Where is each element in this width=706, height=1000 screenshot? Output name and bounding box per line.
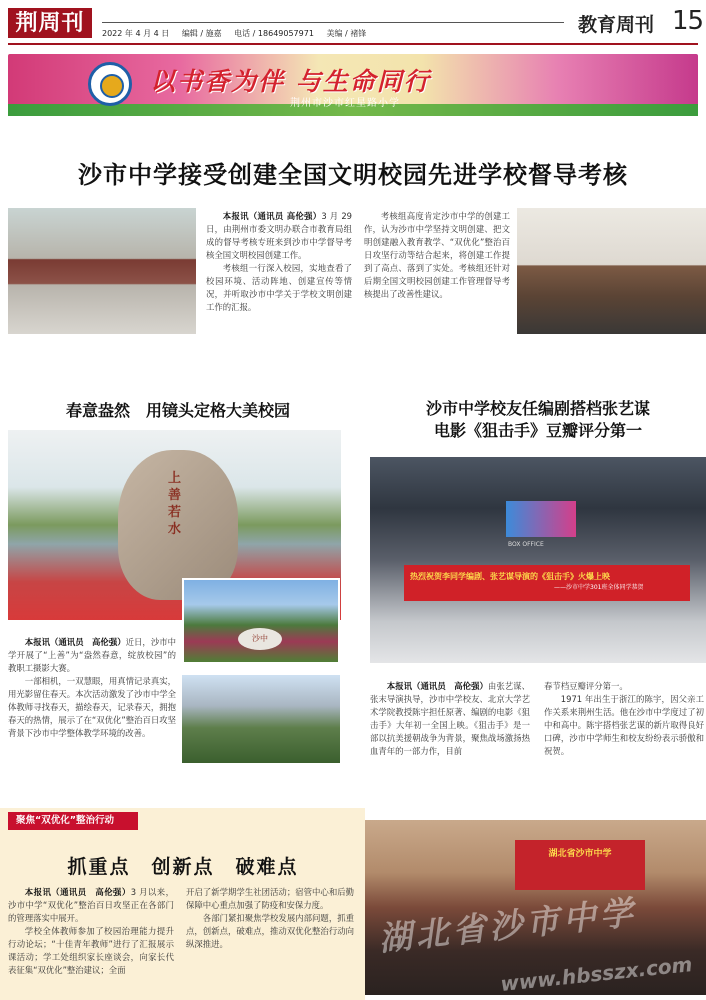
article4-col1: 本报讯（通讯员 高伦强）3 月以来，沙市中学“双优化”整治百日攻坚正在各部门的管理落实中展开。 学校全体教师参加了校园治理能力提升行动论坛；“十佳青年教师”进行了汇报展示课活动；学工处组织家长座谈会，向家长代表征集“双优化”整治建议；全面 [8, 887, 174, 975]
article1-title: 沙市中学接受创建全国文明校园先进学校督导考核 [78, 161, 628, 189]
celebration-banner-text: 热烈祝贺李同学编剧、张艺谋导演的《狙击手》火爆上映 [410, 572, 610, 581]
watermark-url: www.hbsszx.com [499, 951, 694, 997]
editor-credit: 编辑 / 施嘉 [181, 29, 222, 38]
article4-col2-p2: 各部门紧扣聚焦学校发展内部问题，抓重点，创新点，破难点，推动双优化整治行动向纵深推进。 [186, 913, 354, 949]
stone-inscription: 沙中 [238, 628, 282, 650]
celebration-banner-sub: ——沙市中学301班全体同学恭贺 [554, 584, 644, 591]
article3-col1: 本报讯（通讯员 高伦强）由张艺谋、张末导演执导，沙市中学校友、北京大学艺术学院教授陈宇担任原著、编剧的电影《狙击手》大年初一全国上映。《狙击手》是一部以抗美援朝战争为背景，聚焦战场激扬热血青年的一部力作，目前 [370, 681, 531, 756]
article1-col2 [364, 210, 510, 301]
header-info [102, 28, 376, 39]
article4-lead: 本报讯（通讯员 高伦强） [24, 887, 131, 897]
header-divider [8, 43, 698, 45]
article1-photo-right [517, 208, 706, 334]
section-name: 教育周刊 [578, 14, 655, 36]
article3-photo [370, 457, 706, 663]
article2-p2: 一部相机，一双慧眼，用真情记录真实，用光影留住春天。本次活动激发了沙市中学全体教师寻找春天，描绘春天，记录春天，拥抱春天的热情，展示了在“双优化”整治百日攻坚背景下沙市中学整体教学环境的改善。 [8, 676, 176, 738]
article2-photo-stone [182, 578, 340, 664]
article3-col2-p2: 1971 年出生于浙江的陈宇，因父亲工作关系来荆州生活。他在沙市中学度过了初中和高中。陈宇搭档张艺谋的新片取得良好口碑，沙市中学师生和校友纷纷表示骄傲和祝贺。 [544, 694, 704, 756]
banner-school-name: 荆州市沙市红星路小学 [290, 98, 400, 109]
article2-lead: 本报讯（通讯员 高伦强） [24, 637, 126, 647]
article3-col2 [544, 680, 704, 758]
article3-col2-p1: 春节档豆瓣评分第一。 [544, 681, 628, 691]
article1-col1-p2: 考核组一行深入校园，实地查看了校园环境、活动阵地、创建宣传等情况，并听取沙市中学关于学校文明创建工作的汇报。 [206, 263, 352, 312]
section-tag: 聚焦“双优化”整治行动 [8, 812, 138, 830]
masthead-logo: 荆周刊 [8, 8, 92, 38]
school-emblem-icon [88, 62, 132, 106]
article1-col2-p1: 考核组高度肯定沙市中学的创建工作，认为沙市中学坚持文明创建、把文明创建融入教育教学、“双优化”整治百日攻坚行动等结合起来，将创建工作提到了高点、落到了实处。考核组还针对后期全国文明校园创建工作管理督导考核提出了改善性建议。 [364, 211, 510, 299]
article2-photo-campus [182, 675, 340, 763]
article1-col1: 本报讯（通讯员 高伦强）3 月 29 日，由荆州市委文明办联合市教育局组成的督导考核专班来到沙市中学督导考核全国文明校园创建工作。 考核组一行深入校园，实地查看了校园环境、活动阵地、创建宣传等情况，并听取沙市中学关于学校文明创建工作的汇报。 [206, 211, 353, 312]
article3-lead: 本报讯（通讯员 高伦强） [386, 681, 488, 691]
article4-col2 [186, 886, 354, 951]
box-office-sign: BOX OFFICE [508, 541, 544, 548]
cinema-screen [506, 501, 576, 537]
article4-col2-p1: 开启了新学期学生社团活动；宿管中心和后勤保障中心重点加强了防疫和安保力度。 [186, 887, 354, 910]
article4-title: 抓重点 创新点 破难点 [67, 856, 299, 878]
page-number: 15 [672, 6, 704, 36]
article2-body: 本报讯（通讯员 高伦强）近日，沙市中学开展了“上善”为“盎然春意，绽放校园”的教职工摄影大赛。 一部相机，一双慧眼，用真情记录真实，用光影留住春天。本次活动激发了沙市中学全体教师寻找春天，描绘春天，记录春天，拥抱春天的热情，展示了在“双优化”整治百日攻坚背景下沙市中学整体教学环境的改善。 [8, 637, 177, 738]
watermark-text: 湖北省沙市中学 [376, 892, 639, 959]
header-rule [102, 22, 564, 23]
banner-slogan: 以书香为伴 与生命同行 [150, 67, 431, 96]
celebration-banner [404, 565, 690, 601]
article2-title: 春意盎然 用镜头定格大美校园 [65, 401, 290, 420]
article3-title [370, 398, 706, 442]
design-credit: 美编 / 褚锋 [326, 29, 367, 38]
article3-title-line2: 电影《狙击手》豆瓣评分第一 [433, 421, 642, 440]
article1-lead: 本报讯（通讯员 高伦强） [222, 211, 322, 221]
stage-title: 湖北省沙市中学 [548, 849, 612, 859]
stage-backdrop [515, 840, 645, 890]
article3-title-line1: 沙市中学校友任编剧搭档张艺谋 [425, 399, 650, 418]
article4-col1-p2: 学校全体教师参加了校园治理能力提升行动论坛；“十佳青年教师”进行了汇报展示课活动；学工处组织家长座谈会，向家长代表征集“双优化”整治建议；全面 [8, 926, 174, 975]
phone-credit: 电话 / 18649057971 [234, 29, 314, 38]
article1-photo-left [8, 208, 196, 334]
issue-date: 2022 年 4 月 4 日 [102, 29, 170, 38]
rock-inscription: 上善若水 [168, 471, 182, 537]
